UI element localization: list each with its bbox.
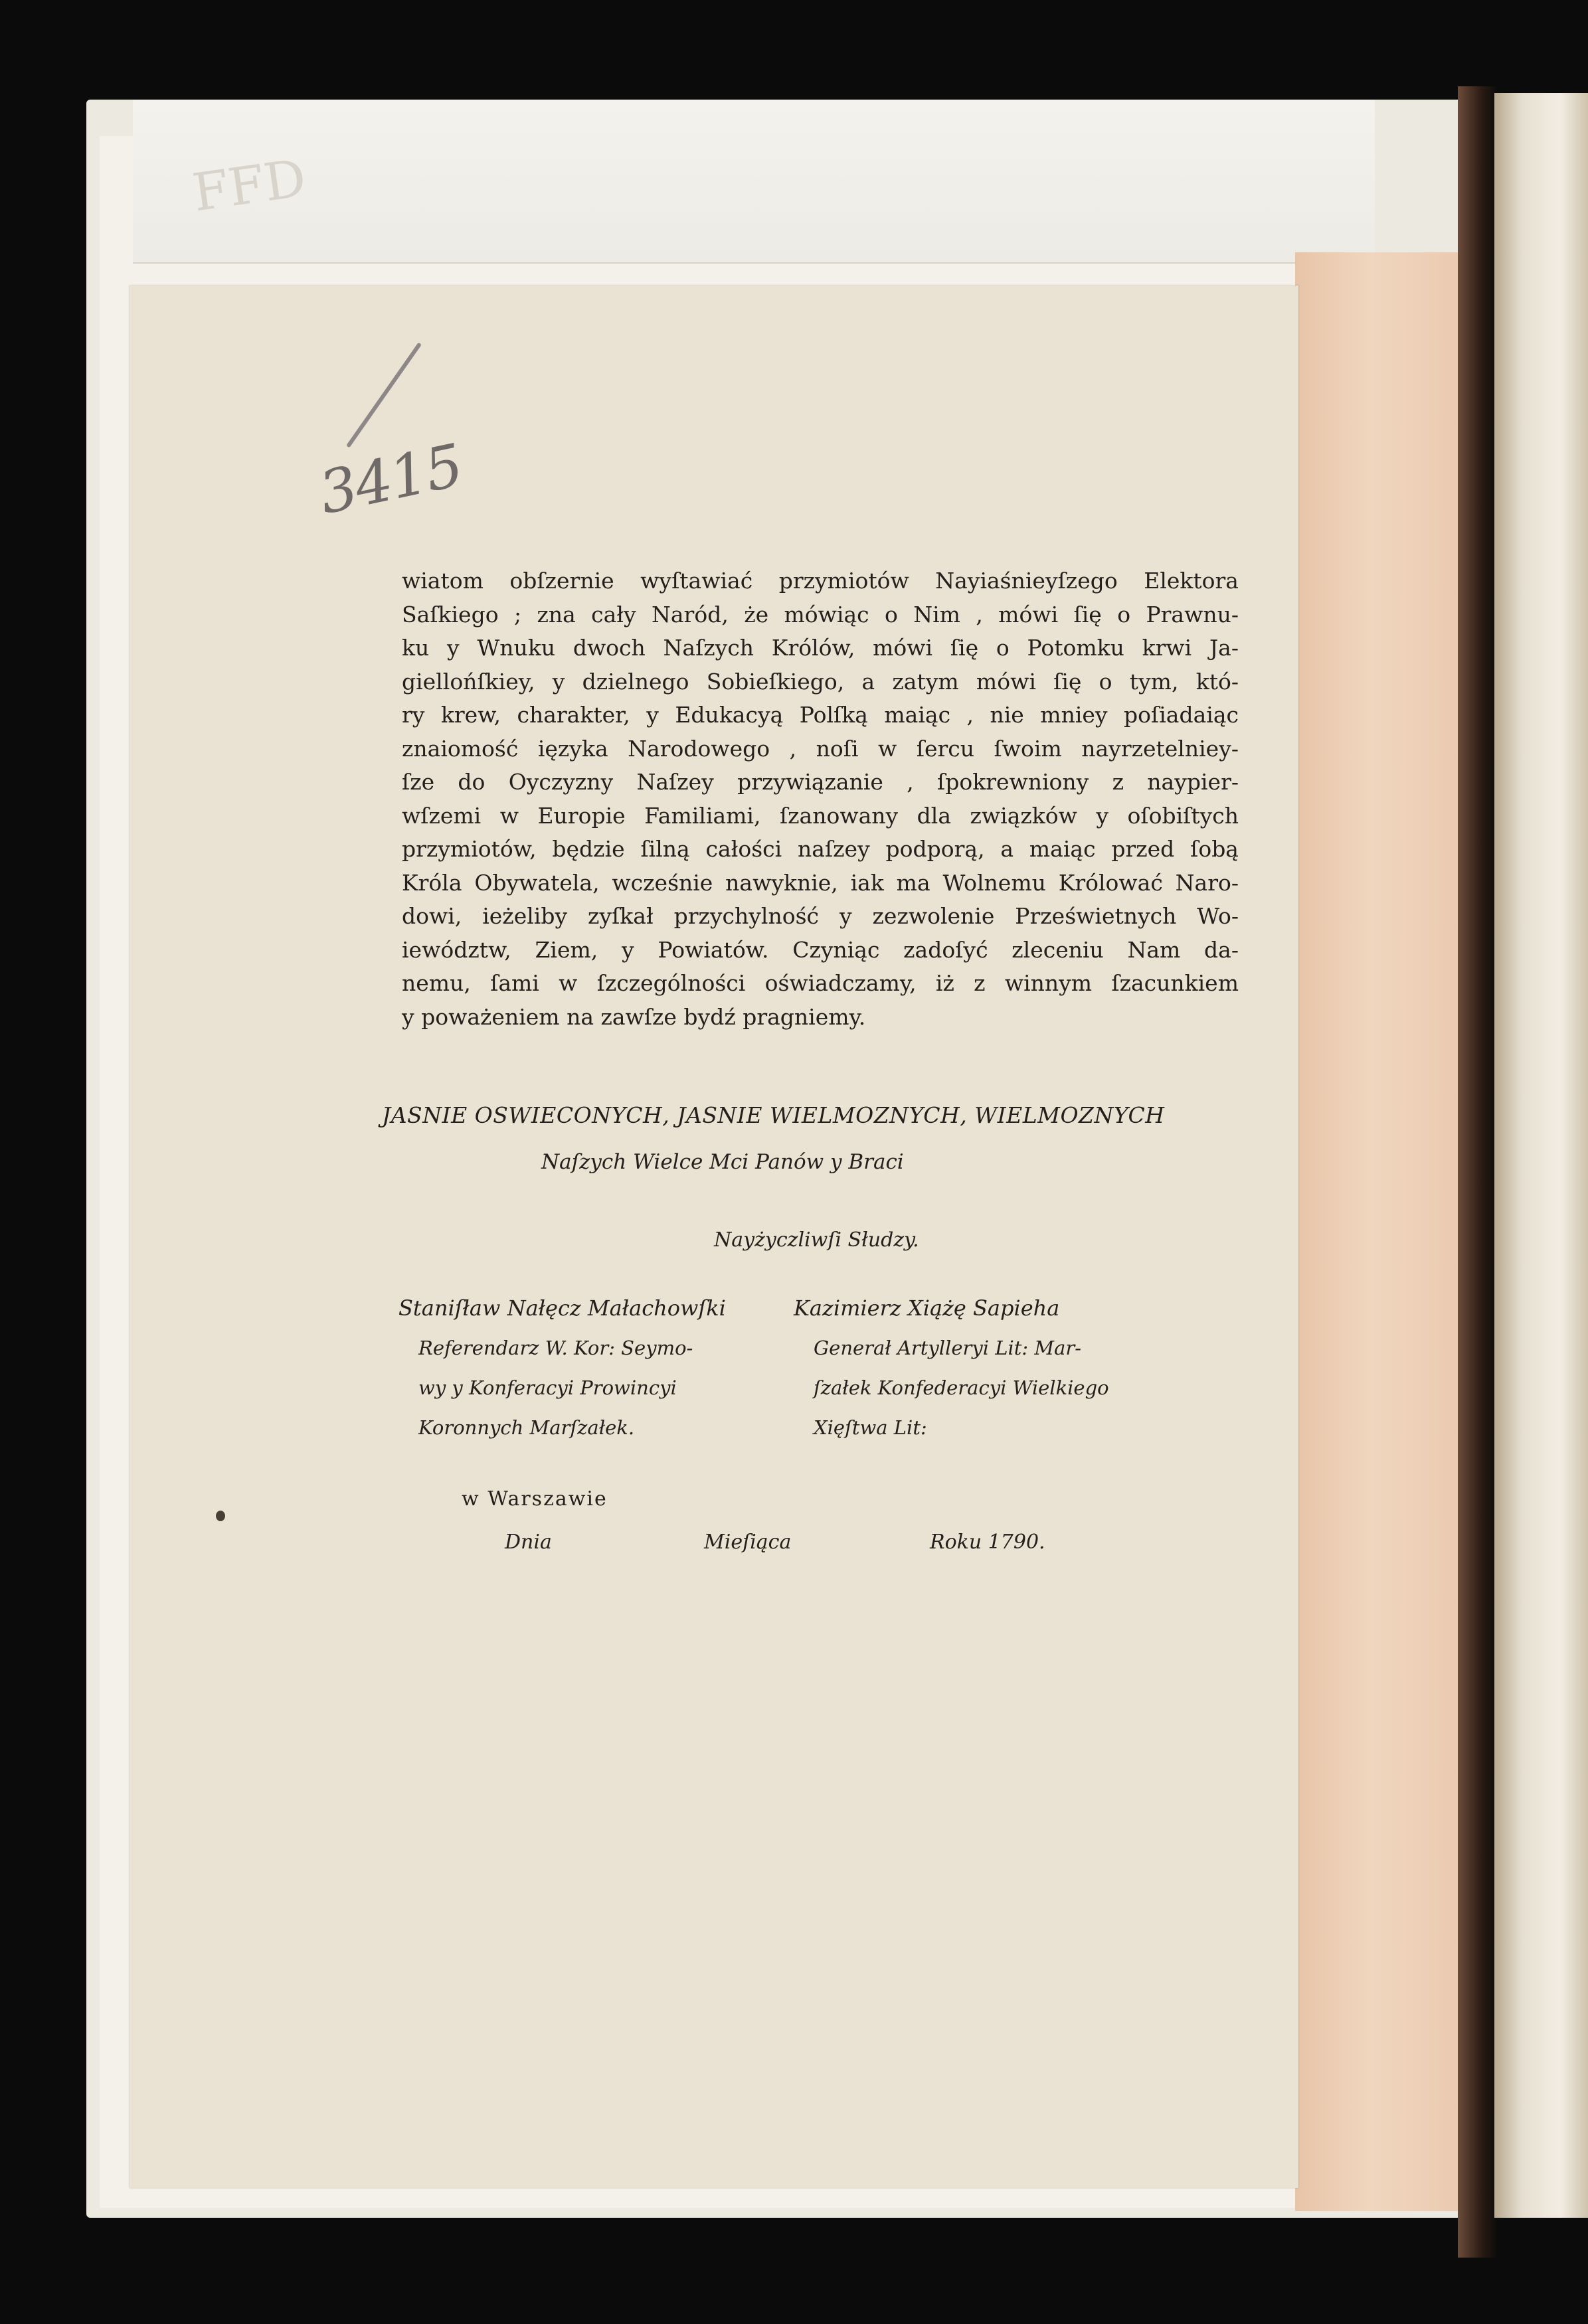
body-line: Króla Obywatela, wcześnie nawyknie, iak ma Wolnemu Królować Naro- [402, 869, 1239, 896]
body-line: dowi, ieżeliby zyſkał przychylność y zezwolenie Prześwietnych Wo- [402, 903, 1239, 929]
body-line: Saſkiego ; zna cały Naród, że mówiąc o Nim , mówi ſię o Prawnu- [402, 601, 1239, 627]
body-line: giellońſkiey, y dzielnego Sobieſkiego, a zatym mówi ſię o tym, któ- [402, 668, 1239, 695]
signatory-left [398, 1288, 726, 1448]
signatory-title-line: ſzałek Konfederacyi Wielkiego [814, 1376, 1109, 1399]
signatory-title-line: Referendarz W. Kor: Seymo- [418, 1337, 693, 1359]
body-line: y poważeniem na zawſze bydź pragniemy. [402, 1003, 866, 1030]
addressee-subline: Naſzych Wielce Mci Panów y Braci [541, 1150, 904, 1174]
signatory-title-line: Generał Artylleryi Lit: Mar- [814, 1337, 1082, 1359]
facing-page-edge [1494, 93, 1588, 2218]
book-gutter [1458, 86, 1498, 2258]
manuscript-shelfmark: 3415 [313, 430, 468, 528]
body-line: ry krew, charakter, y Edukacyą Polſką maiąc , nie mniey poſiadaiąc [402, 702, 1239, 728]
closing-formula: Nayżyczliwſi Słudzy. [714, 1228, 919, 1252]
top-flap [133, 100, 1375, 264]
signatory-name: Staniſław Nałęcz Małachowſki [398, 1295, 726, 1321]
body-line: ku y Wnuku dwoch Naſzych Królów, mówi ſię o Potomku krwi Ja- [402, 635, 1239, 661]
ink-spot [216, 1511, 225, 1521]
facing-page [1295, 252, 1481, 2211]
body-line: ſze do Oyczyzny Naſzey przywiązanie , ſpokrewniony z naypier- [402, 769, 1239, 795]
place-line: w Warszawie [462, 1487, 608, 1511]
signatory-title-line: Xięſtwa Lit: [814, 1416, 927, 1439]
signatory-name: Kazimierz Xiążę Sapieha [794, 1295, 1060, 1321]
body-line: nemu, ſami w ſzczególności oświadczamy, iż z winnym ſzacunkiem [402, 970, 1239, 996]
addressee-heading: JASNIE OSWIECONYCH, JASNIE WIELMOZNYCH, WIELMOZNYCH [382, 1102, 1165, 1128]
signatory-title-line: wy y Konferacyi Prowincyi [418, 1376, 677, 1399]
body-line: przymiotów, będzie ſilną całości naſzey podporą, a maiąc przed ſobą [402, 836, 1239, 862]
body-line: wiatom obſzernie wyſtawiać przymiotów Nayiaśnieyſzego Elektora [402, 568, 1239, 594]
body-line: znaiomość ięzyka Narodowego , noſi w ſercu ſwoim nayrzetelniey- [402, 735, 1239, 762]
body-text [402, 564, 1239, 1034]
date-day-label: Dnia [505, 1531, 552, 1554]
body-line: iewództw, Ziem, y Powiatów. Czyniąc zadoſyć zleceniu Nam da- [402, 936, 1239, 963]
flap-faint-mark: FFD [189, 148, 310, 224]
document-leaf [130, 286, 1298, 2188]
signatory-right [794, 1288, 1109, 1448]
pencil-stroke [346, 342, 422, 448]
date-month-label: Mieſiąca [704, 1531, 792, 1554]
date-year-label: Roku 1790. [930, 1531, 1045, 1554]
signatory-title-line: Koronnych Marſzałek. [418, 1416, 635, 1439]
body-line: wſzemi w Europie Familiami, ſzanowany dla związków y oſobiſtych [402, 802, 1239, 829]
